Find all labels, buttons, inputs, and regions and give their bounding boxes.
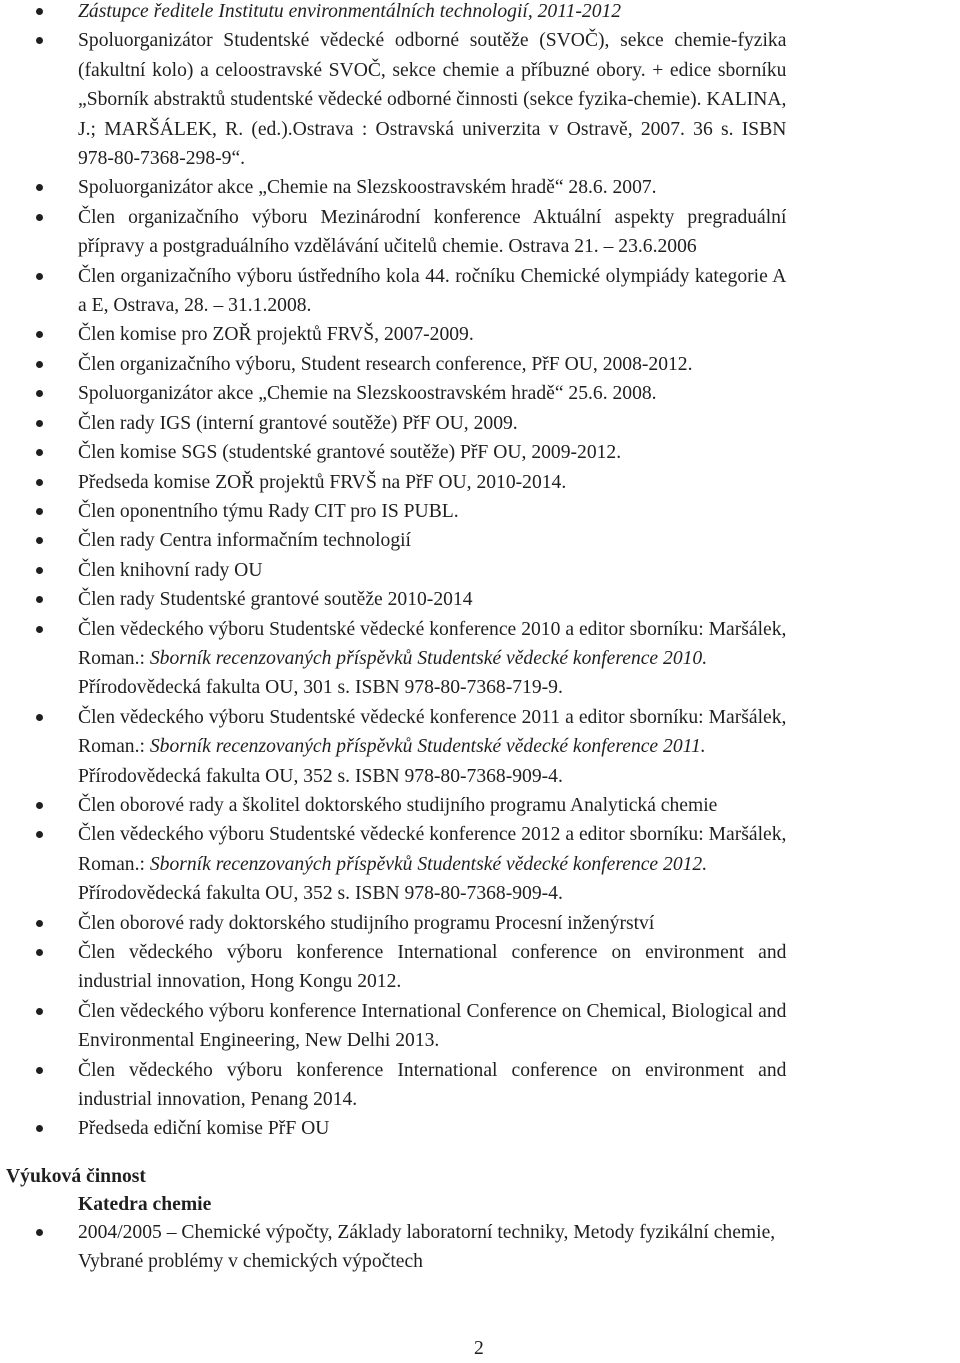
text-line: Člen organizačního výboru Mezinárodní konference Aktuální aspekty pregraduální — [78, 206, 787, 228]
text-line: Člen oborové rady doktorského studijního programu Procesní inženýrství — [78, 912, 655, 934]
list-item — [0, 791, 788, 820]
list-item — [0, 0, 788, 26]
text-line: Spoluorganizátor akce „Chemie na Slezskoostravském hradě“ 28.6. 2007. — [78, 177, 657, 199]
text-line: (fakultní kolo) a celoostravské SVOČ, sekce chemie a příbuzné obory. + edice sborníku — [78, 59, 787, 81]
list-item — [0, 1114, 788, 1143]
text-line: Přírodovědecká fakulta OU, 352 s. ISBN 978-80-7368-909-4. — [78, 765, 563, 787]
editor-name: Roman.: — [78, 853, 150, 875]
text-line — [78, 850, 786, 879]
list-item — [0, 820, 788, 908]
text-line: Člen vědeckého výboru konference International Conference on Chemical, Biological and — [78, 1000, 787, 1022]
text-line: Přírodovědecká fakulta OU, 301 s. ISBN 978-80-7368-719-9. — [78, 677, 563, 699]
list-item — [0, 26, 788, 173]
list-item — [0, 997, 788, 1056]
list-item — [0, 320, 788, 349]
text-line: Člen vědeckého výboru konference International conference on environment and — [78, 942, 787, 963]
text-line: přípravy a postgraduálního vzdělávání učitelů chemie. Ostrava 21. – 23.6.2006 — [78, 236, 697, 258]
text-line: Člen vědeckého výboru Studentské vědecké konference 2010 a editor sborníku: Maršálek, — [78, 618, 787, 640]
list-item — [0, 379, 788, 408]
text-line: Člen vědeckého výboru konference International conference on environment and — [78, 1059, 787, 1081]
list-item — [0, 585, 788, 614]
text-line: Člen rady Studentské grantové soutěže 2010-2014 — [78, 589, 473, 611]
text-line: industrial innovation, Penang 2014. — [78, 1089, 358, 1111]
editor-name: Roman.: — [78, 647, 150, 669]
text-line: Předseda komise ZOŘ projektů FRVŠ na PřF OU, 2010-2014. — [78, 471, 567, 493]
list-item — [0, 350, 788, 379]
section-heading: Výuková činnost — [6, 1166, 146, 1187]
text-line: Vybrané problémy v chemických výpočtech — [78, 1251, 423, 1273]
text-line: Člen rady IGS (interní grantové soutěže) PřF OU, 2009. — [78, 412, 518, 434]
text-line: Člen organizačního výboru, Student research conference, PřF OU, 2008-2012. — [78, 353, 693, 375]
text-line: Člen rady Centra informačním technologií — [78, 530, 411, 552]
list-item — [0, 1056, 788, 1115]
list-item — [0, 409, 788, 438]
list-item — [0, 909, 788, 938]
text-line: Člen komise pro ZOŘ projektů FRVŠ, 2007-2009. — [78, 324, 474, 346]
text-line: Přírodovědecká fakulta OU, 352 s. ISBN 978-80-7368-909-4. — [78, 883, 563, 905]
text-line — [78, 732, 786, 761]
text-line: Spoluorganizátor Studentské vědecké odborné soutěže (SVOČ), sekce chemie-fyzika — [78, 30, 787, 52]
list-item — [0, 262, 788, 321]
text-line: Environmental Engineering, New Delhi 2013. — [78, 1030, 440, 1052]
text-line: 2004/2005 – Chemické výpočty, Základy laboratorní techniky, Metody fyzikální chemie, — [78, 1222, 776, 1243]
text-line: Člen organizačního výboru ústředního kola 44. ročníku Chemické olympiády kategorie A — [78, 265, 787, 287]
text-line: Člen oborové rady a školitel doktorského studijního programu Analytická chemie — [78, 794, 718, 816]
list-item — [0, 173, 788, 202]
text-line: Zástupce ředitele Institutu environmentálních technologií, 2011-2012 — [78, 1, 622, 22]
department-subheading: Katedra chemie — [78, 1194, 212, 1215]
text-line: Předseda ediční komise PřF OU — [78, 1118, 330, 1140]
text-line: Člen vědeckého výboru Studentské vědecké konference 2012 a editor sborníku: Maršálek, — [78, 824, 787, 846]
text-line: industrial innovation, Hong Kongu 2012. — [78, 971, 402, 993]
text-line — [78, 644, 786, 673]
list-item — [0, 1218, 777, 1277]
text-line: Člen oponentního týmu Rady CIT pro IS PUBL. — [78, 500, 459, 522]
editor-name: Roman.: — [78, 736, 150, 758]
proceedings-title: Sborník recenzovaných příspěvků Studentské vědecké konference 2012. — [149, 853, 708, 875]
list-item — [0, 497, 788, 526]
proceedings-title: Sborník recenzovaných příspěvků Studentské vědecké konference 2010. — [149, 647, 708, 669]
text-line: Člen knihovní rady OU — [78, 559, 263, 581]
text-line: „Sborník abstraktů studentské vědecké odborné činnosti (sekce fyzika-chemie). KALINA, — [78, 89, 787, 111]
text-line: J.; MARŠÁLEK, R. (ed.).Ostrava : Ostravská univerzita v Ostravě, 2007. 36 s. ISBN — [78, 118, 787, 140]
list-item — [0, 438, 788, 467]
text-line: 978-80-7368-298-9“. — [78, 148, 246, 170]
text-line: Spoluorganizátor akce „Chemie na Slezskoostravském hradě“ 25.6. 2008. — [78, 383, 657, 405]
list-item — [0, 615, 788, 703]
text-line: Člen vědeckého výboru Studentské vědecké konference 2011 a editor sborníku: Maršálek, — [78, 706, 787, 728]
text-line: a E, Ostrava, 28. – 31.1.2008. — [78, 295, 312, 317]
list-item — [0, 556, 788, 585]
list-item — [0, 938, 788, 997]
list-item — [0, 703, 788, 791]
list-item — [0, 203, 788, 262]
text-line: Člen komise SGS (studentské grantové soutěže) PřF OU, 2009-2012. — [78, 442, 622, 464]
list-item — [0, 526, 788, 555]
page-number: 2 — [474, 1338, 484, 1359]
teaching-list — [0, 1218, 777, 1277]
proceedings-title: Sborník recenzovaných příspěvků Studentské vědecké konference 2011. — [149, 736, 706, 758]
list-item — [0, 468, 788, 497]
